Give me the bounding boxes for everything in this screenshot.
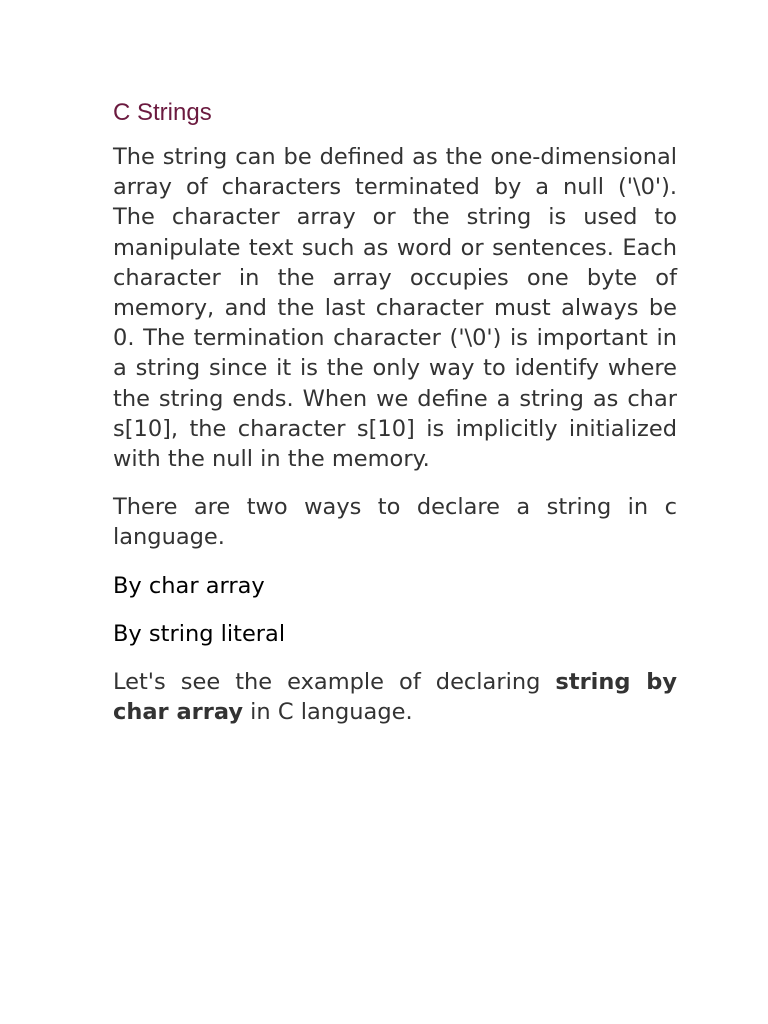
ways-intro-paragraph: There are two ways to declare a string in c language. <box>113 494 677 551</box>
document-body <box>113 96 677 745</box>
example-intro-paragraph <box>113 667 677 727</box>
definition-paragraph: The string can be defined as the one-dimensional array of characters terminated by a null ('\0'). The character array or the string is used to manipulate text such as word or sentences. Each character in the array occupies one byte of memory, and the last character must always be 0. The termination character ('\0') is important in a string since it is the only way to identify where the string ends. When we define a string as char s[10], the character s[10] is implicitly initialized with the null in the memory. <box>113 144 677 473</box>
example-intro-text-before: Let's see the example of declaring <box>113 669 556 696</box>
way-char-array: By char array <box>113 572 265 599</box>
way-string-literal: By string literal <box>113 620 286 647</box>
page-title: C Strings <box>113 99 212 126</box>
example-intro-text-after: in C language. <box>243 699 413 726</box>
example-intro-bold-phrase: string by char array <box>113 669 677 726</box>
